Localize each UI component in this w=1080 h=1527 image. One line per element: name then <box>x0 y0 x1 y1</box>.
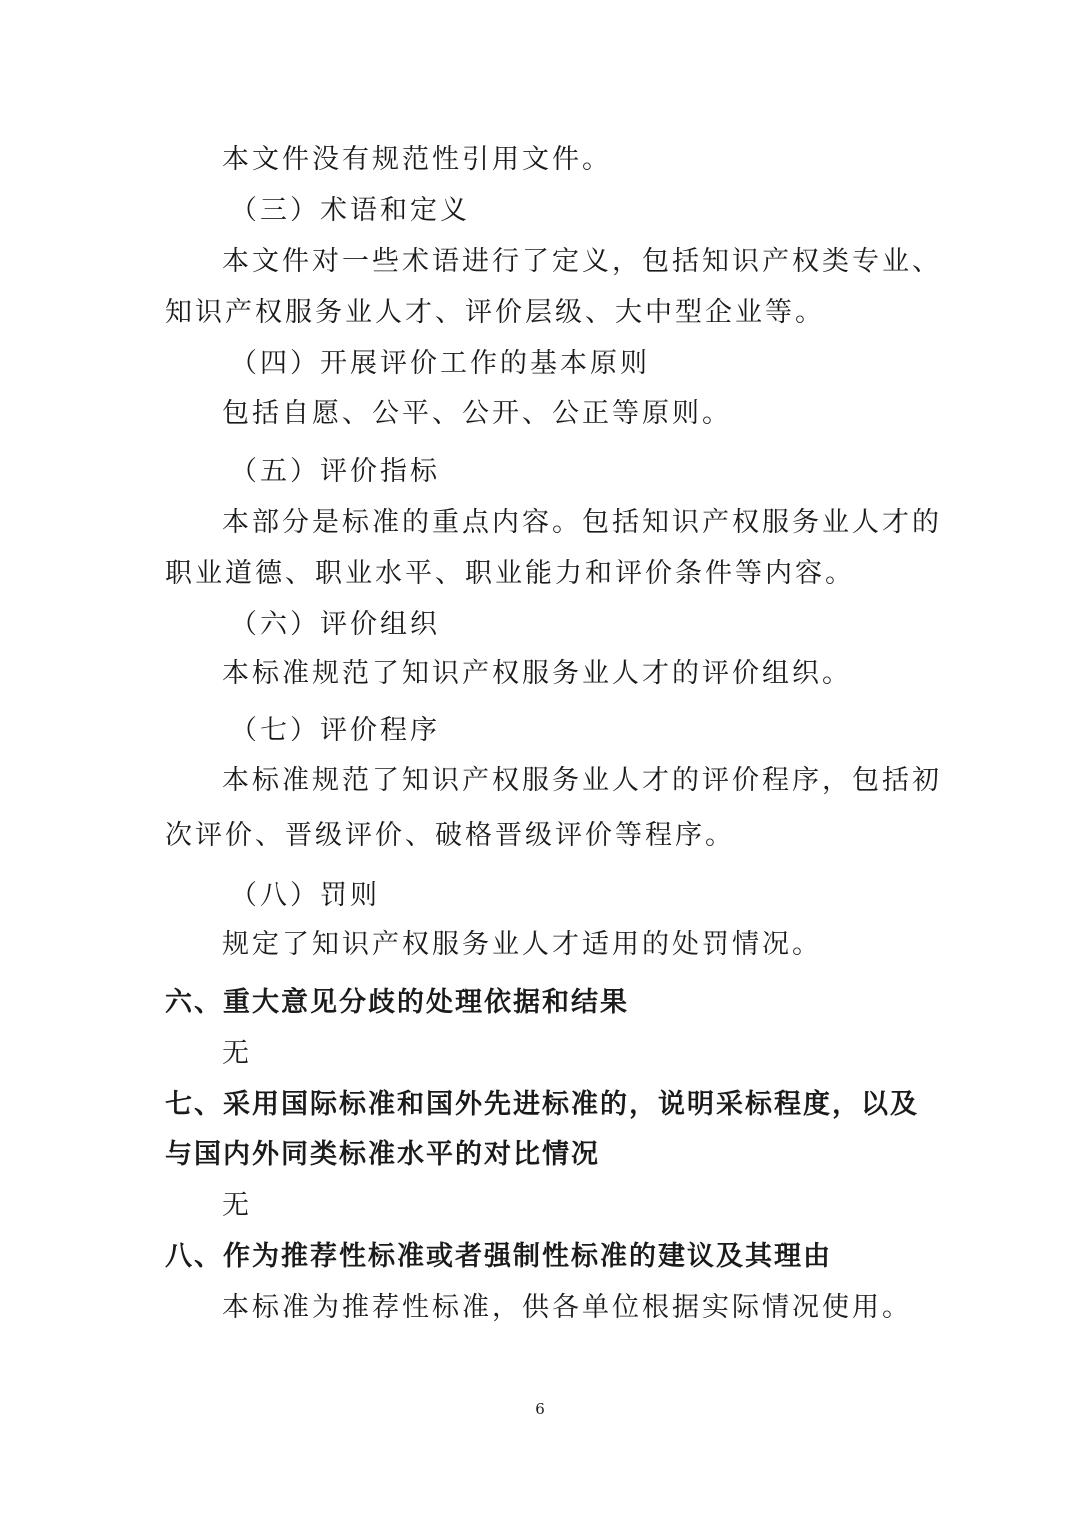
paragraph-indicators-line-2: 职业道德、职业水平、职业能力和评价条件等内容。 <box>165 558 855 589</box>
paragraph-principles: 包括自愿、公平、公开、公正等原则。 <box>222 398 732 429</box>
paragraph-procedure-line-1: 本标准规范了知识产权服务业人才的评价程序，包括初 <box>222 765 942 796</box>
section-heading-7-line-2: 与国内外同类标准水平的对比情况 <box>165 1139 600 1170</box>
subheading-evaluation-organization: （六）评价组织 <box>230 609 440 640</box>
subheading-basic-principles: （四）开展评价工作的基本原则 <box>230 348 650 379</box>
page-number: 6 <box>535 1400 545 1418</box>
section-heading-8: 八、作为推荐性标准或者强制性标准的建议及其理由 <box>165 1241 832 1272</box>
paragraph-indicators-line-1: 本部分是标准的重点内容。包括知识产权服务业人才的 <box>222 507 942 538</box>
paragraph-no-normative-references: 本文件没有规范性引用文件。 <box>222 144 612 175</box>
paragraph-none-1: 无 <box>222 1038 252 1069</box>
subheading-evaluation-indicators: （五）评价指标 <box>230 456 440 487</box>
section-heading-6: 六、重大意见分歧的处理依据和结果 <box>165 987 629 1018</box>
paragraph-penalties: 规定了知识产权服务业人才适用的处罚情况。 <box>222 929 822 960</box>
paragraph-none-2: 无 <box>222 1190 252 1221</box>
paragraph-recommended-standard: 本标准为推荐性标准，供各单位根据实际情况使用。 <box>222 1292 912 1323</box>
subheading-penalties: （八）罚则 <box>230 880 380 911</box>
paragraph-terms-line-2: 知识产权服务业人才、评价层级、大中型企业等。 <box>165 297 825 328</box>
subheading-evaluation-procedure: （七）评价程序 <box>230 715 440 746</box>
section-heading-7-line-1: 七、采用国际标准和国外先进标准的，说明采标程度，以及 <box>165 1089 919 1120</box>
paragraph-organization: 本标准规范了知识产权服务业人才的评价组织。 <box>222 658 852 689</box>
subheading-terms-definitions: （三）术语和定义 <box>230 195 470 226</box>
paragraph-procedure-line-2: 次评价、晋级评价、破格晋级评价等程序。 <box>165 820 735 851</box>
paragraph-terms-line-1: 本文件对一些术语进行了定义，包括知识产权类专业、 <box>222 246 942 277</box>
